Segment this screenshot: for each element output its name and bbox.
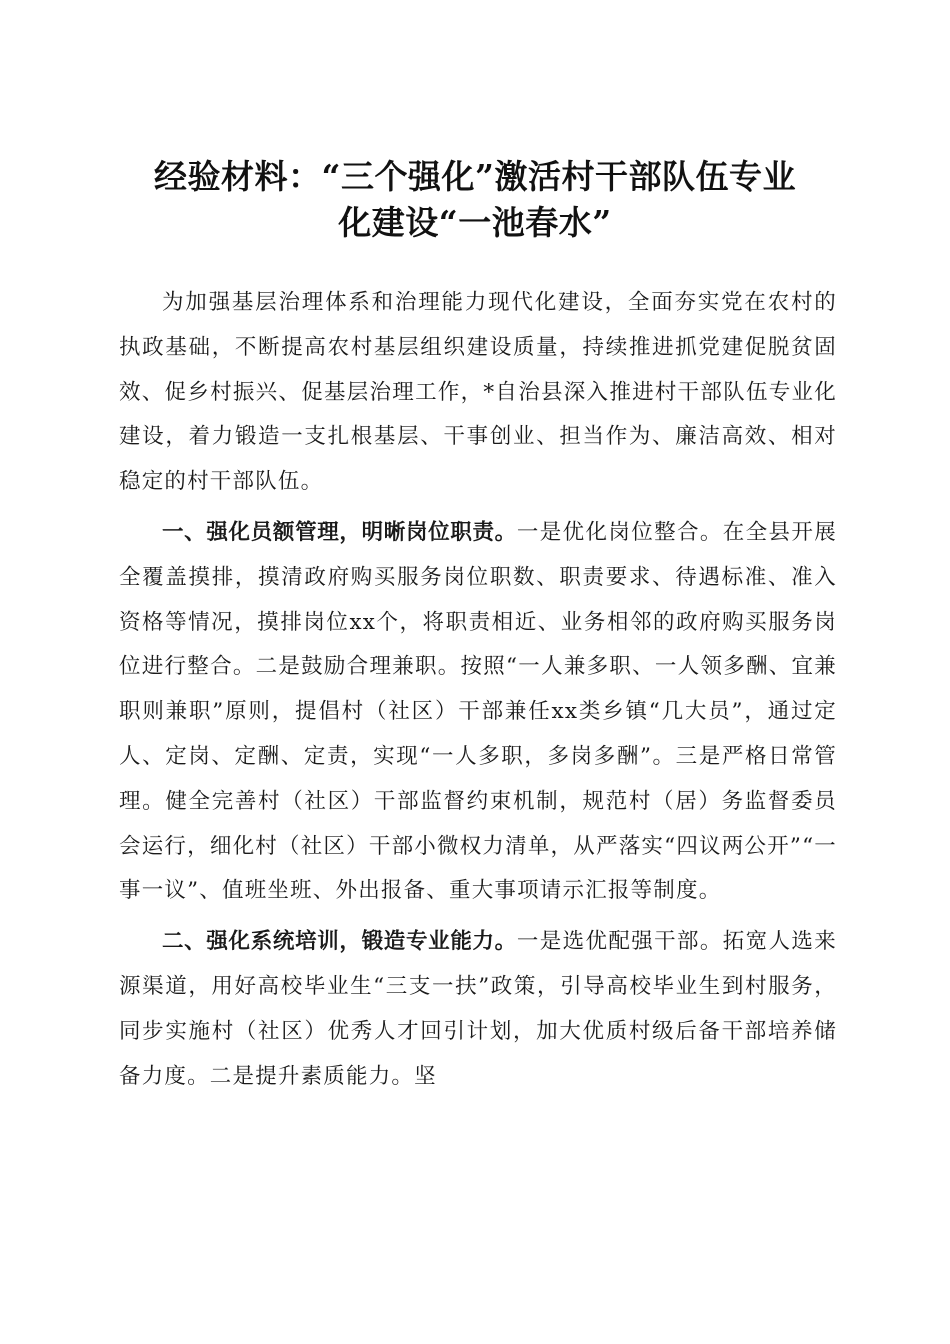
title-line-1: 经验材料：“三个强化”激活村干部队伍专业 xyxy=(154,157,796,197)
section-2-body: 一是选优配强干部。拓宽人选来源渠道，用好高校毕业生“三支一扶”政策，引导高校毕业生到村服务，同步实施村（社区）优秀人才回引计划，加大优质村级后备干部培养储备力度。二是提升素质能力。坚 xyxy=(119,929,837,1089)
title-line-2: 化建设“一池春水” xyxy=(338,203,612,243)
document-body xyxy=(119,281,837,1099)
section-1-paragraph xyxy=(119,511,837,914)
section-2-paragraph xyxy=(119,920,837,1099)
section-2-heading: 二、强化系统培训，锻造专业能力。 xyxy=(162,929,517,955)
section-1-heading: 一、强化员额管理，明晰岗位职责。 xyxy=(162,519,517,545)
section-1-body: 一是优化岗位整合。在全县开展全覆盖摸排，摸清政府购买服务岗位职数、职责要求、待遇标准、准入资格等情况，摸排岗位xx个，将职责相近、业务相邻的政府购买服务岗位进行整合。二是鼓励合理兼职。按照“一人兼多职、一人领多酬、宜兼职则兼职”原则，提倡村（社区）干部兼任xx类乡镇“几大员”，通过定人、定岗、定酬、定责，实现“一人多职，多岗多酬”。三是严格日常管理。健全完善村（社区）干部监督约束机制，规范村（居）务监督委员会运行，细化村（社区）干部小微权力清单，从严落实“四议两公开”“一事一议”、值班坐班、外出报备、重大事项请示汇报等制度。 xyxy=(119,519,837,904)
page-title xyxy=(110,154,840,246)
intro-paragraph: 为加强基层治理体系和治理能力现代化建设，全面夯实党在农村的执政基础，不断提高农村基层组织建设质量，持续推进抓党建促脱贫固效、促乡村振兴、促基层治理工作，*自治县深入推进村干部队伍专业化建设，着力锻造一支扎根基层、干事创业、担当作为、廉洁高效、相对稳定的村干部队伍。 xyxy=(119,290,837,495)
